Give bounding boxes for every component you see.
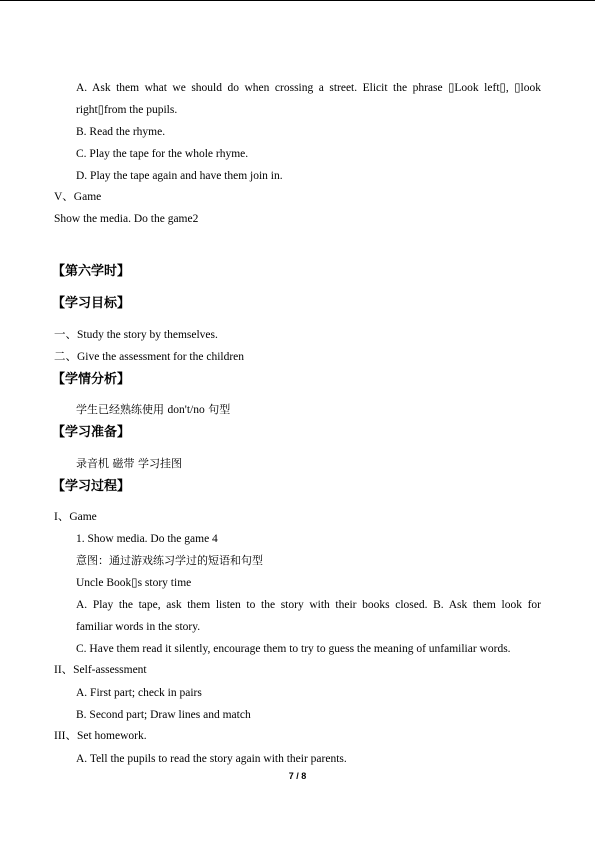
story-step-a-line-2: familiar words in the story. xyxy=(76,621,201,633)
section-v-game: V、Game xyxy=(54,191,102,203)
learning-process-heading: 【学习过程】 xyxy=(52,479,131,494)
intent-line: 意图：通过游戏练习学过的短语和句型 xyxy=(76,554,263,567)
story-step-c: C. Have them read it silently, encourage them to try to guess the meaning of unfamiliar words. xyxy=(76,643,511,655)
analysis-text-prefix: 学生已经熟练使用 xyxy=(76,403,168,416)
story-time-title: Uncle Book▯s story time xyxy=(76,577,192,589)
learning-preparation-heading: 【学习准备】 xyxy=(52,425,131,440)
analysis-text-english: don't/no xyxy=(167,404,205,416)
story-step-a-line-1: A. Play the tape, ask them listen to the story with their books closed. B. Ask them look for xyxy=(76,599,541,611)
top-rule xyxy=(0,0,595,1)
analysis-text-suffix: 句型 xyxy=(204,403,231,416)
preparation-items: 录音机 磁带 学习挂图 xyxy=(76,457,182,470)
learning-goals-heading: 【学习目标】 xyxy=(52,296,131,311)
process-step-1: 1. Show media. Do the game 4 xyxy=(76,533,218,545)
goal-2: 二、Give the assessment for the children xyxy=(54,351,245,363)
analysis-text xyxy=(76,402,230,418)
lesson-six-heading: 【第六学时】 xyxy=(52,264,131,279)
step-a-line-1: A. Ask them what we should do when crossing a street. Elicit the phrase ▯Look left▯, ▯look xyxy=(76,82,541,94)
step-c: C. Play the tape for the whole rhyme. xyxy=(76,148,249,160)
step-a-line-2: right▯from the pupils. xyxy=(76,104,178,116)
page-number: 7 / 8 xyxy=(288,771,307,781)
assessment-step-a: A. First part; check in pairs xyxy=(76,687,202,699)
step-b: B. Read the rhyme. xyxy=(76,126,166,138)
learning-analysis-heading: 【学情分析】 xyxy=(52,372,131,387)
goal-1: 一、Study the story by themselves. xyxy=(54,329,218,341)
section-i-game: I、Game xyxy=(54,511,97,523)
section-iii-homework: III、Set homework. xyxy=(54,730,147,742)
homework-step-a: A. Tell the pupils to read the story again with their parents. xyxy=(76,753,347,765)
section-ii-self-assessment: II、Self-assessment xyxy=(54,664,147,676)
assessment-step-b: B. Second part; Draw lines and match xyxy=(76,709,251,721)
step-d: D. Play the tape again and have them join in. xyxy=(76,170,283,182)
show-media-line: Show the media. Do the game2 xyxy=(54,213,199,225)
